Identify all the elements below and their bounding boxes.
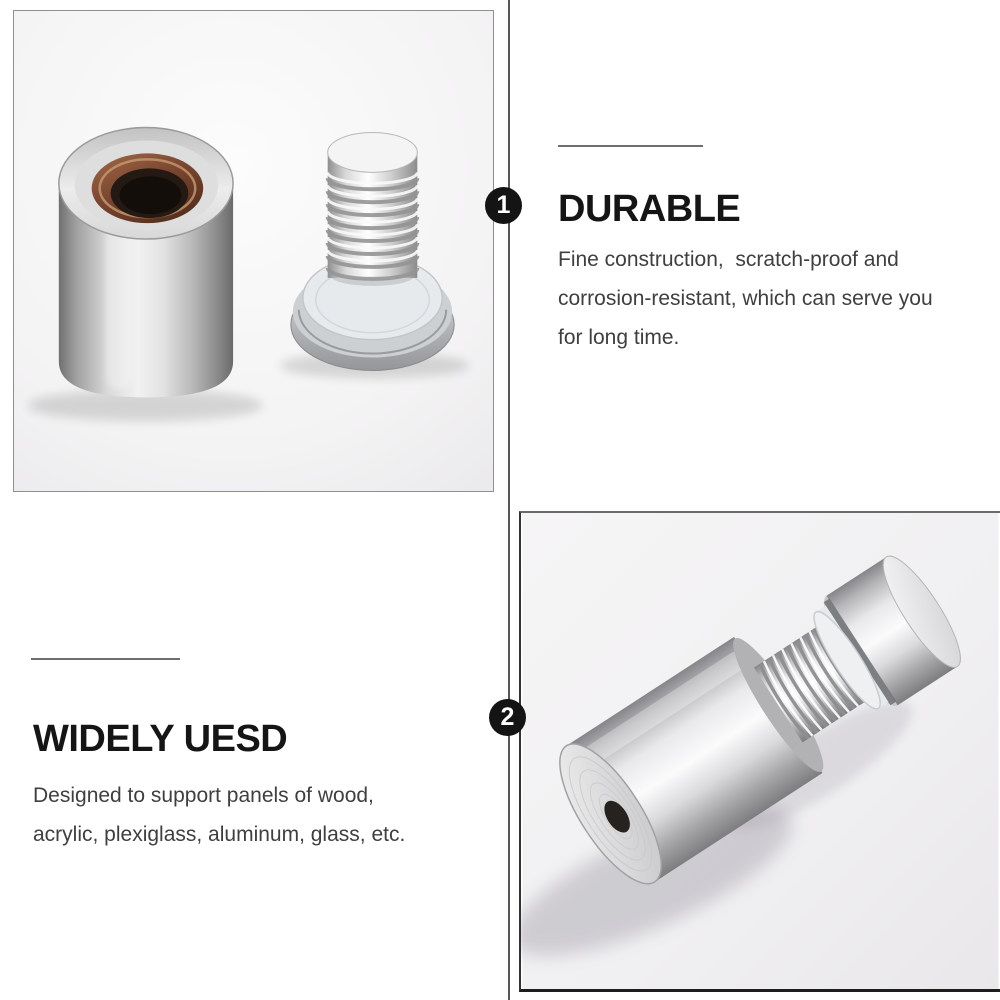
feature2-line2: acrylic, plexiglass, aluminum, glass, etc. bbox=[33, 823, 406, 846]
standoff-parts-illustration bbox=[14, 11, 493, 491]
feature1-number-badge bbox=[485, 187, 522, 224]
feature2-rule bbox=[31, 658, 180, 660]
screw-tip bbox=[328, 132, 418, 172]
photo-assembled-standoff bbox=[519, 511, 1000, 992]
feature2-description bbox=[33, 776, 483, 854]
photo-standoff-parts bbox=[13, 10, 494, 492]
feature2-number-badge bbox=[489, 699, 526, 736]
feature1-line3: for long time. bbox=[558, 326, 680, 349]
barrel-nut bbox=[59, 128, 233, 398]
feature1-rule bbox=[558, 145, 703, 147]
feature1-description bbox=[558, 240, 978, 357]
feature1-number: 1 bbox=[496, 191, 511, 219]
feature1-line1: Fine construction, scratch-proof and bbox=[558, 248, 899, 271]
assembled-standoff-illustration bbox=[521, 513, 1000, 989]
feature2-line1: Designed to support panels of wood, bbox=[33, 784, 374, 807]
vertical-divider-line bbox=[508, 0, 510, 1000]
feature1-title: DURABLE bbox=[558, 188, 741, 230]
feature2-title: WIDELY UESD bbox=[33, 718, 288, 760]
feature1-line2: corrosion-resistant, which can serve you bbox=[558, 287, 933, 310]
feature2-number: 2 bbox=[500, 703, 515, 731]
